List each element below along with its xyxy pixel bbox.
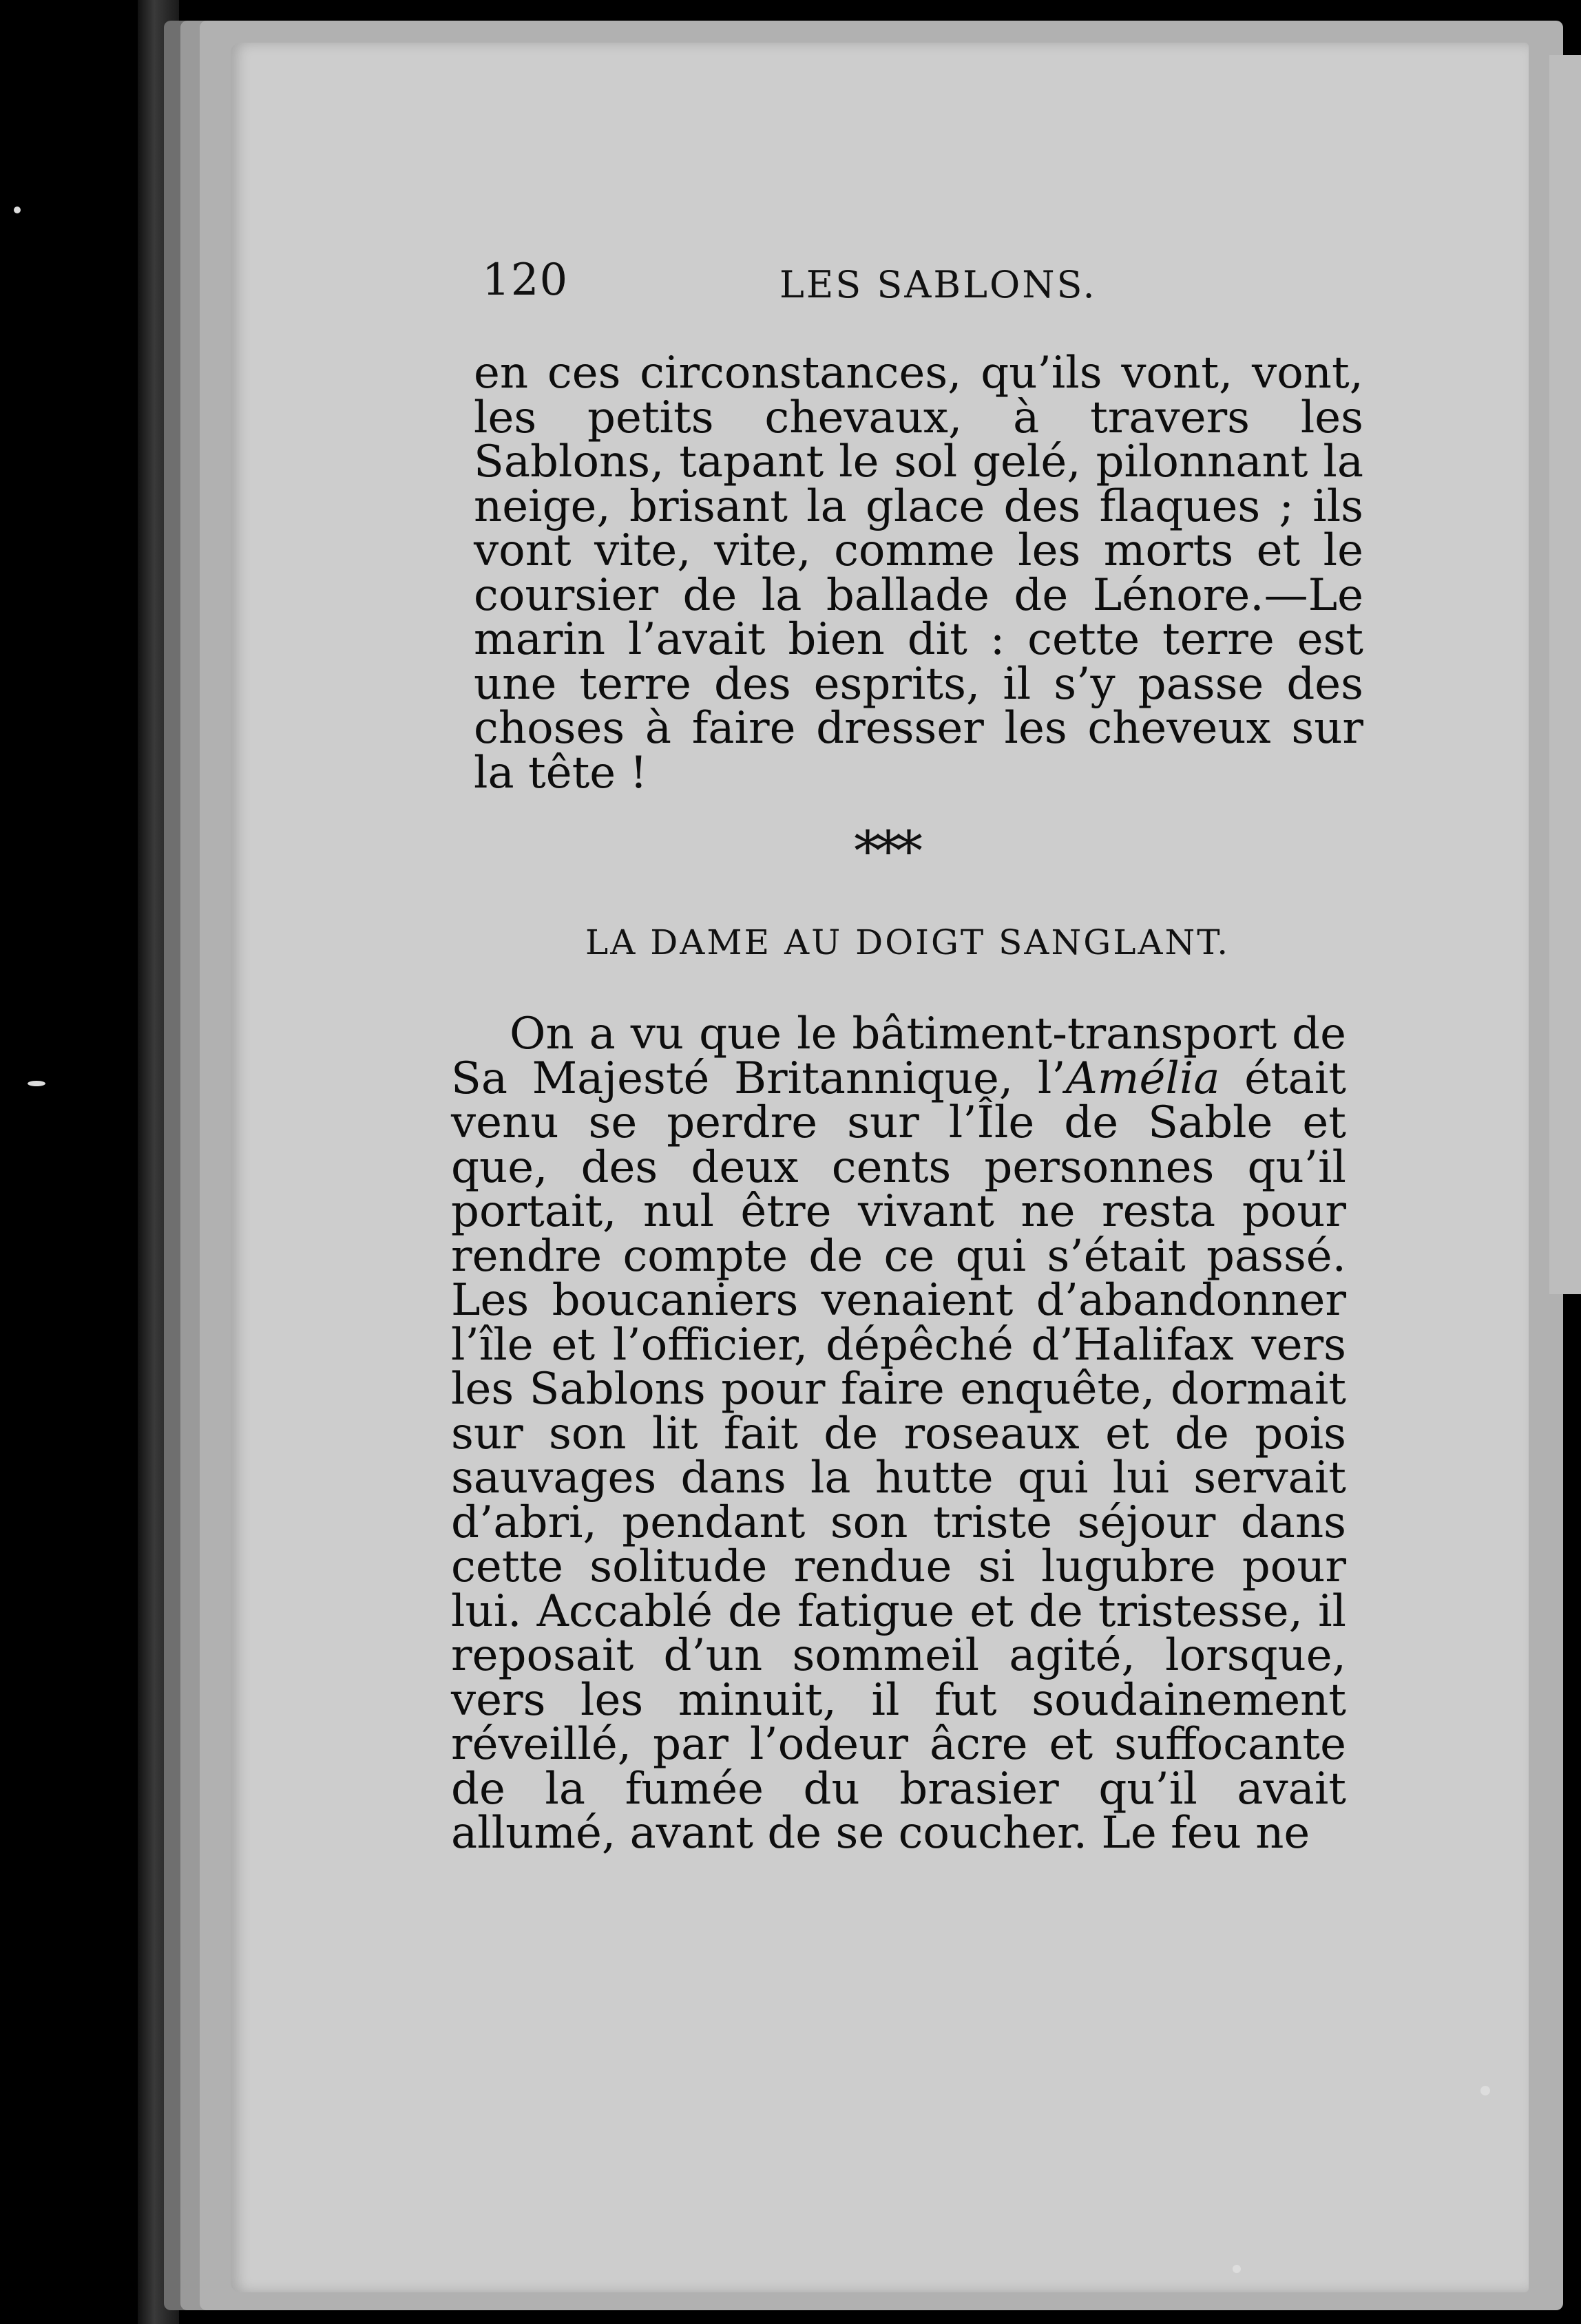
page-number: 120 bbox=[482, 255, 569, 306]
scan-speck bbox=[1480, 2086, 1490, 2095]
scan-speck bbox=[28, 1081, 45, 1086]
paragraph-continued: en ces circonstances, qu’ils vont, vont, les petits chevaux, à travers les Sablons, tapant le sol gelé, pilonnant la neige, brisant la glace des flaques ; ils vont vite, vite, comme les morts et le coursier de la ballade de Lénore.—Le marin l’avait bien dit : cette terre est une terre des esprits, il s’y passe des choses à faire dresser les cheveux sur la tête ! bbox=[474, 348, 1363, 799]
paragraph-section-opening bbox=[451, 1008, 1346, 1859]
running-title: LES SABLONS. bbox=[779, 263, 1097, 306]
paragraph-text-start: On a vu que le bâtiment-transport de Sa Majesté Britannique, l’ bbox=[451, 1008, 1346, 1104]
section-separator: *** bbox=[854, 819, 916, 883]
section-title: LA DAME AU DOIGT SANGLANT. bbox=[585, 922, 1231, 962]
scan-speck bbox=[1233, 2265, 1241, 2273]
facing-page-edge bbox=[1549, 55, 1581, 1294]
paragraph-text-rest: était venu se perdre sur l’Île de Sable et que, des deux cents personnes qu’il portait, nul être vivant ne resta pour rendre compte de ce qui s’était passé. Les boucaniers venaient d’abandonner l’île et l’officier, dépêché d’Halifax vers les Sablons pour faire enquête, dormait sur son lit fait de roseaux et de pois sauvages dans la hutte qui lui servait d’abri, pendant son triste séjour dans cette solitude rendue si lugubre pour lui. Accablé de fatigue et de tristesse, il reposait d’un sommeil agité, lorsque, vers les minuit, il fut soudainement réveillé, par l’odeur âcre et suffocante de la fumée du brasier qu’il avait allumé, avant de se coucher. Le feu ne bbox=[451, 1053, 1346, 1859]
ship-name-italic: Amélia bbox=[1065, 1053, 1220, 1104]
scan-speck bbox=[14, 207, 21, 213]
